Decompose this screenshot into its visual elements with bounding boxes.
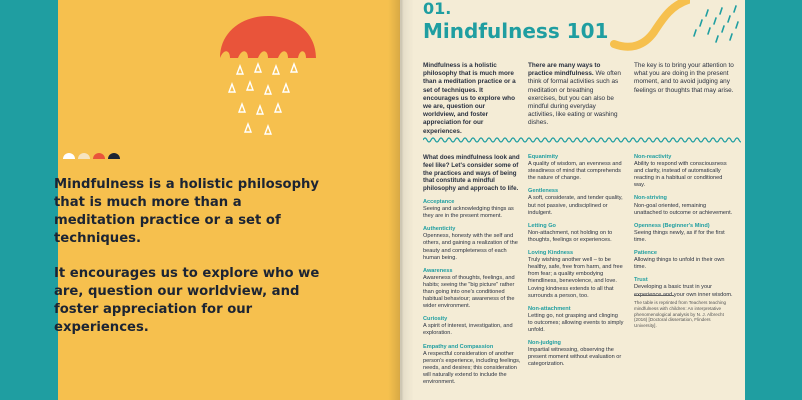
term-definition: A respectful consideration of another person's experience, including feelings, needs, and desires; this consideration will naturally extend to include the environment. [423, 350, 521, 386]
intro-column-2 [528, 62, 621, 128]
term-heading: Letting Go [528, 222, 556, 229]
term-heading: Patience [634, 250, 658, 257]
footnote-rule [634, 295, 674, 296]
footnote-text: The table is reprinted from Teachers teaching mindfulness with children: An interpretative phenomenological analysis by N. J. Albrecht (2016) [Doctoral dissertation, Flinders University]. [634, 300, 727, 329]
lead-paragraph-2: It encourages us to explore who we are, question our worldview, and foster appreciation for our experiences. [54, 266, 320, 335]
lead-text [54, 176, 324, 354]
term-definition: Openness, honesty with the self and others, and gaining a realization of the beauty and completeness of each human being. [423, 233, 518, 261]
term-heading: Awareness [423, 267, 453, 274]
intro-text-2: We often think of formal activities such as meditation or breathing exercises, but you can also be mindful during everyday activities, like eating or washing dishes. [528, 70, 621, 127]
term-definition: Impartial witnessing, observing the present moment without evaluation or categorization. [528, 347, 622, 368]
term-definition: Non-goal oriented, remaining unattached to outcome or achievement. [634, 202, 733, 216]
term-definition: Developing a basic trust in your experience and your own inner wisdom. [634, 284, 733, 298]
chapter-title: Mindfulness 101 [423, 19, 609, 43]
term-heading: Non-judging [528, 340, 561, 347]
squiggle-decoration-icon [610, 0, 690, 60]
lead-paragraph-1: Mindfulness is a holistic philosophy that is much more than a meditation practice or a set of techniques. [54, 177, 320, 246]
intro-column-1 [423, 62, 518, 136]
definitions-column-c [634, 154, 734, 299]
question-heading: What does mindfulness look and feel like? Let's consider some of the practices and ways of being that constitute a mindful philosophy and approach to life. [423, 154, 520, 193]
term-heading: Acceptance [423, 198, 455, 205]
term-heading: Non-reactivity [634, 154, 672, 160]
wave-divider [423, 136, 741, 144]
term-definition: A quality of wisdom, an evenness and steadiness of mind that comprehends the nature of change. [528, 161, 622, 182]
page-title [423, 0, 608, 44]
term-heading: Trust [634, 277, 648, 284]
term-heading: Openness (Beginner's Mind) [634, 222, 710, 229]
intro-text-3: The key is to bring your attention to what you are doing in the present moment, and to avoid judging any feelings or thoughts that may arise. [634, 62, 734, 94]
term-heading: Non-striving [634, 195, 667, 202]
term-definition: Letting go, not grasping and clinging to outcomes; allowing events to simply unfold. [528, 312, 624, 333]
term-heading: Loving Kindness [528, 250, 574, 257]
term-definition: Seeing and acknowledging things as they are in the present moment. [423, 206, 514, 220]
term-definition: Truly wishing another well – to be healthy, safe, free from harm, and free from fear; a quality embodying friendliness, benevolence, and love. Loving kindness extends to all that surrounds a person, too. [528, 257, 623, 299]
definitions-column-a [423, 154, 521, 386]
term-heading: Authenticity [423, 226, 456, 233]
term-definition: Ability to respond with consciousness and clarity, instead of automatically reacting in a habitual or conditioned way. [634, 161, 727, 189]
term-heading: Curiosity [423, 316, 448, 323]
intro-text-1: Mindfulness is a holistic philosophy that is much more than a meditation practice or a set of techniques. It encourages us to explore who we are, question our worldview, and foster appreciation for our experiences. [423, 62, 516, 135]
intro-text-2-bold: There are many ways to practice mindfulness. [528, 62, 601, 78]
term-definition: Awareness of thoughts, feelings, and habits; seeing the "big picture" rather than going into one's conditioned habitual behaviour; awareness of the wider environment. [423, 274, 515, 310]
book-gutter [388, 0, 414, 400]
rain-dashes-icon [690, 0, 745, 50]
decorative-dots-icon [62, 148, 122, 160]
rain-cloud-illustration [218, 14, 318, 144]
term-definition: A soft, considerate, and tender quality, but not passive, undisciplined or indulgent. [528, 195, 623, 216]
term-heading: Gentleness [528, 188, 559, 195]
term-definition: A spirit of interest, investigation, and exploration. [423, 323, 513, 337]
definitions-column-b [528, 154, 624, 368]
chapter-number: 01. [423, 0, 452, 18]
term-definition: Seeing things newly, as if for the first time. [634, 229, 725, 243]
term-heading: Empathy and Compassion [423, 343, 494, 350]
term-heading: Non-attachment [528, 305, 571, 312]
footnote [634, 295, 729, 329]
term-definition: Allowing things to unfold in their own time. [634, 257, 725, 271]
term-heading: Equanimity [528, 154, 559, 160]
intro-column-3 [634, 62, 734, 95]
term-definition: Non-attachment, not holding on to thoughts, feelings or experiences. [528, 229, 613, 243]
